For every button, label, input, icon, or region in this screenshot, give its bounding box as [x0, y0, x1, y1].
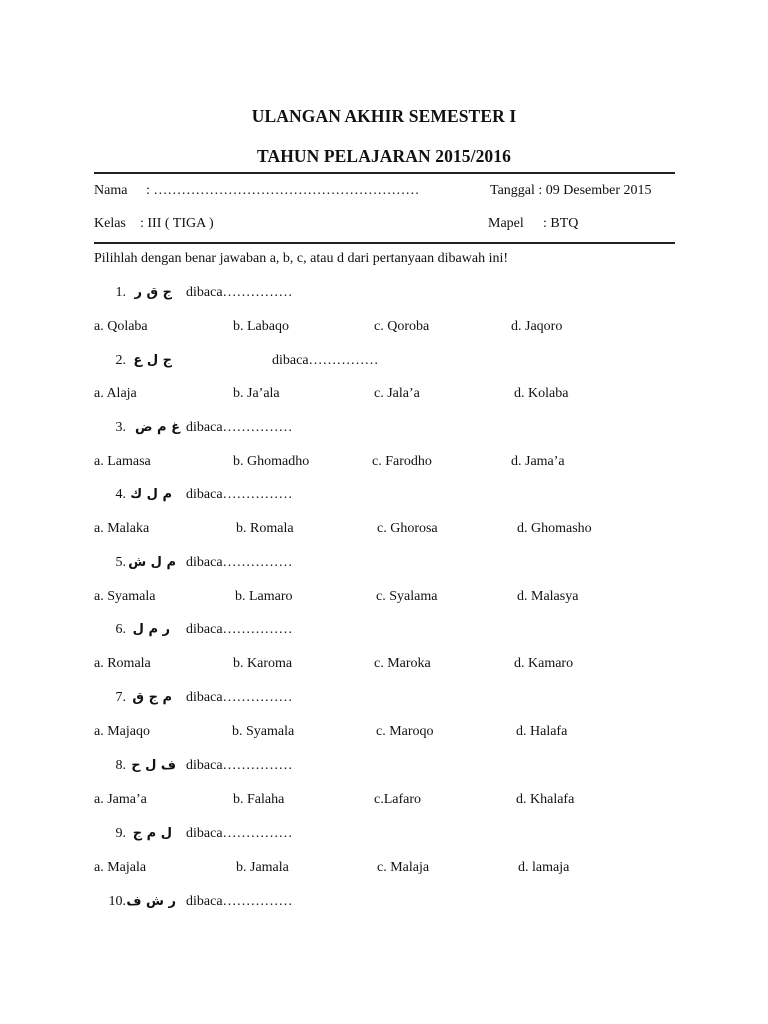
answer-option-b: b. Karoma — [233, 656, 293, 671]
question-number: 5. — [115, 555, 126, 570]
answer-option-c: c. Maroka — [374, 656, 431, 671]
question-number: 3. — [115, 420, 126, 435]
question-number: 9. — [115, 826, 126, 841]
answer-options — [0, 319, 768, 339]
answer-option-d: d. Kolaba — [514, 386, 569, 401]
answer-option-b: b. Jamala — [236, 860, 289, 875]
question-prompt: dibaca…………… — [186, 622, 293, 637]
answer-options — [0, 386, 768, 406]
answer-option-c: c.Lafaro — [374, 792, 422, 807]
kelas-value: : III ( TIGA ) — [140, 216, 214, 231]
answer-option-b: b. Falaha — [233, 792, 285, 807]
question-prompt: dibaca…………… — [186, 555, 293, 570]
arabic-letters: ج ق ر — [134, 285, 172, 300]
question-row — [0, 758, 768, 778]
answer-option-b: b. Lamaro — [235, 589, 293, 604]
answer-options — [0, 454, 768, 474]
divider-bottom — [94, 242, 675, 244]
question-row — [0, 622, 768, 642]
answer-option-b: b. Syamala — [232, 724, 295, 739]
question-row — [0, 826, 768, 846]
answer-options — [0, 656, 768, 676]
answer-option-a: a. Alaja — [94, 386, 137, 401]
answer-option-d: d. Ghomasho — [517, 521, 592, 536]
arabic-letters: م ج ق — [132, 690, 172, 705]
page-title: ULANGAN AKHIR SEMESTER I — [251, 106, 517, 126]
question-prompt: dibaca…………… — [186, 894, 293, 909]
arabic-letters: ر م ل — [132, 622, 170, 637]
arabic-letters: ف ل ح — [131, 758, 176, 773]
answer-options — [0, 589, 768, 609]
arabic-letters: غ م ض — [135, 420, 180, 435]
answer-option-d: d. Halafa — [516, 724, 568, 739]
question-number: 7. — [115, 690, 126, 705]
question-row — [0, 555, 768, 575]
answer-option-b: b. Ja’ala — [233, 386, 280, 401]
mapel-label: Mapel — [488, 216, 524, 231]
question-prompt: dibaca…………… — [186, 487, 293, 502]
tanggal-text: Tanggal : 09 Desember 2015 — [490, 183, 652, 198]
question-row — [0, 285, 768, 305]
question-number: 1. — [115, 285, 126, 300]
answer-option-c: c. Malaja — [377, 860, 430, 875]
answer-option-b: b. Labaqo — [233, 319, 289, 334]
answer-option-a: a. Majala — [94, 860, 147, 875]
answer-option-c: c. Maroqo — [376, 724, 434, 739]
question-number: 6. — [115, 622, 126, 637]
answer-option-a: a. Malaka — [94, 521, 150, 536]
answer-option-c: c. Farodho — [372, 454, 432, 469]
question-prompt: dibaca…………… — [272, 353, 379, 368]
question-number: 4. — [115, 487, 126, 502]
nama-label: Nama — [94, 183, 128, 198]
question-row — [0, 690, 768, 710]
answer-option-b: b. Ghomadho — [233, 454, 310, 469]
arabic-letters: ر ش ف — [126, 894, 176, 909]
mapel-value: : BTQ — [543, 216, 579, 231]
question-row — [0, 420, 768, 440]
answer-option-a: a. Jama’a — [94, 792, 147, 807]
question-prompt: dibaca…………… — [186, 285, 293, 300]
answer-option-a: a. Lamasa — [94, 454, 151, 469]
question-number: 10. — [108, 894, 126, 909]
answer-option-d: d. Kamaro — [514, 656, 574, 671]
answer-option-a: a. Romala — [94, 656, 151, 671]
answer-option-d: d. Jaqoro — [511, 319, 563, 334]
answer-options — [0, 724, 768, 744]
nama-field: : ………………………………………………… — [146, 183, 420, 198]
question-prompt: dibaca…………… — [186, 758, 293, 773]
answer-option-a: a. Qolaba — [94, 319, 148, 334]
instruction-text: Pilihlah dengan benar jawaban a, b, c, atau d dari pertanyaan dibawah ini! — [94, 251, 509, 266]
kelas-label: Kelas — [94, 216, 126, 231]
question-row — [0, 487, 768, 507]
answer-option-c: c. Syalama — [376, 589, 438, 604]
question-row — [0, 353, 768, 373]
question-row — [0, 894, 768, 914]
arabic-letters: م ل ك — [130, 487, 172, 502]
question-prompt: dibaca…………… — [186, 420, 293, 435]
answer-option-d: d. Malasya — [517, 589, 579, 604]
question-number: 2. — [115, 353, 126, 368]
question-number: 8. — [115, 758, 126, 773]
answer-options — [0, 521, 768, 541]
question-prompt: dibaca…………… — [186, 690, 293, 705]
answer-option-c: c. Qoroba — [374, 319, 430, 334]
arabic-letters: ج ل ع — [133, 353, 172, 368]
divider-top — [94, 172, 675, 174]
answer-options — [0, 860, 768, 880]
answer-option-d: d. Khalafa — [516, 792, 575, 807]
answer-options — [0, 792, 768, 812]
answer-option-c: c. Jala’a — [374, 386, 420, 401]
answer-option-d: d. lamaja — [518, 860, 570, 875]
answer-option-d: d. Jama’a — [511, 454, 565, 469]
arabic-letters: ل م ج — [132, 826, 172, 841]
answer-option-b: b. Romala — [236, 521, 294, 536]
arabic-letters: م ل ش — [128, 555, 176, 570]
answer-option-c: c. Ghorosa — [377, 521, 438, 536]
question-prompt: dibaca…………… — [186, 826, 293, 841]
answer-option-a: a. Syamala — [94, 589, 156, 604]
page-subtitle: TAHUN PELAJARAN 2015/2016 — [257, 146, 511, 166]
answer-option-a: a. Majaqo — [94, 724, 150, 739]
